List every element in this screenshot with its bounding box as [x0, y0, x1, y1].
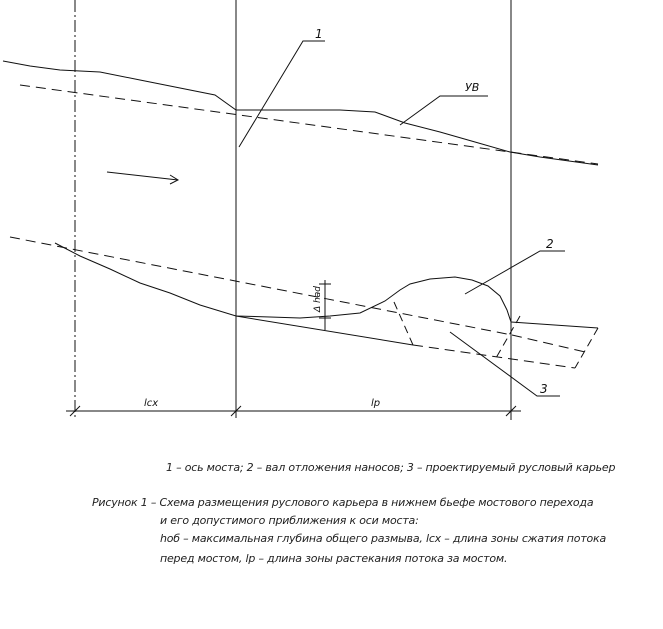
l-p-label: lр — [371, 398, 381, 409]
figure-caption-line-2: и его допустимого приближения к оси моста: — [160, 514, 419, 527]
callout-1-label: 1 — [315, 27, 323, 41]
depth-dim-label: Δ hаd — [313, 286, 323, 312]
l-cx-label: lсх — [144, 398, 159, 409]
riverbed-design-line-ext — [512, 335, 585, 352]
riverbed-profile — [55, 243, 511, 322]
callout-2-label: 2 — [546, 237, 554, 251]
legend-text: 1 – ось моста; 2 – вал отложения наносов; 3 – проектируемый русловый карьер — [166, 461, 616, 474]
quarry-slope-left — [394, 302, 413, 345]
water-level-label: УВ — [465, 81, 480, 94]
callout-1-leader — [239, 41, 325, 147]
water-level-line — [3, 61, 598, 165]
outflow-bed-line — [511, 322, 598, 328]
flow-arrow-shaft — [107, 172, 178, 180]
quarry-end-slope — [575, 328, 598, 368]
callout-2-leader — [465, 251, 565, 294]
figure-caption-line-1: Рисунок 1 – Схема размещения руслового карьера в нижнем бьефе мостового перехода — [92, 496, 594, 509]
figure-caption-line-3: hоб – максимальная глубина общего размыва, lсх – длина зоны сжатия потока — [160, 532, 607, 545]
figure-caption-line-4: перед мостом, lр – длина зоны растекания потока за мостом. — [160, 552, 508, 565]
uv-leader — [400, 96, 488, 125]
quarry-slope-right — [496, 316, 520, 358]
callout-3-label: 3 — [540, 382, 548, 396]
